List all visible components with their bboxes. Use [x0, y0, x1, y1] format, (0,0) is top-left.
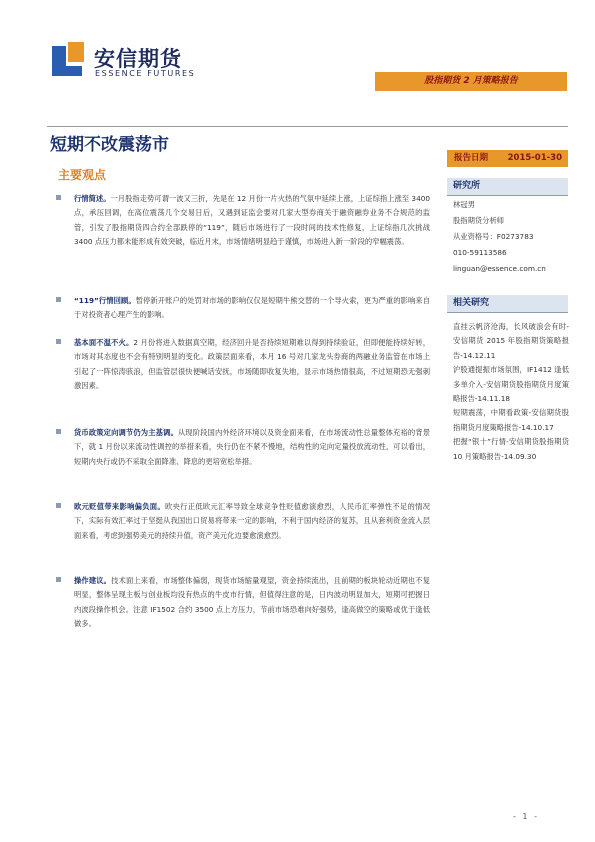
- bullet-icon: [56, 339, 61, 344]
- report-date-value: 2015-01-30: [507, 153, 562, 163]
- point-text: [74, 574, 430, 632]
- point-body: 一月股指走势可谓一波又三折，先是在 12 月份一片火热的气氛中延续上涨，上证综指上涨至 3400 点，承压回调，在高位震荡几个交易日后，又遇到证监会要对几家大型券商关于融资融券业务不合规范的监管，引发了股指期货四合约全部跌停的“119”，随后市场进行了一段时间的技术性修复，上证综指几次挑战 3400 点压力都未能形成有效突破，临近月末，市场情绪明显趋于谨慎，市场进入新一阶段的窄幅震荡。: [74, 194, 431, 247]
- page-number: - 1 -: [513, 812, 539, 821]
- point-text: [74, 192, 430, 250]
- related-item[interactable]: 直挂云帆济沧海，长风破浪会有时-安信期货 2015 年股指期货策略报告-14.12.11: [453, 322, 569, 360]
- point-lead: “119”行情回顾。: [74, 296, 136, 305]
- point-lead: 行情简述。: [74, 194, 111, 203]
- research-heading: 研究所: [453, 181, 481, 191]
- related-item[interactable]: 把握“银十”行情-安信期货股指期货 10 月策略报告-14.09.30: [453, 437, 569, 461]
- point-lead: 货币政策定向调节仍为主基调。: [74, 428, 178, 437]
- report-date-bar: [447, 150, 568, 167]
- brand-name-cn: 安信期货: [94, 47, 182, 71]
- point-text: [74, 500, 430, 543]
- point-body: 暂停新开账户的处罚对市场的影响仅仅是短期牛熊交替的一个导火索，更为严重的影响来自于对投资者心理产生的影响。: [74, 296, 430, 320]
- point-body: 从现阶段国内外经济环境以及资金面来看，在市场流动性总量整体充裕的背景下，就 1 月份以来流动性调控的举措来看，央行仍在不紧不慢地，结构性的定向定量投放流动性，可以看出，短期内央行或仍不采取全面降准、降息的更培宽松举措。: [74, 428, 431, 466]
- point-body: 欧央行正低欧元汇率导致全球竞争性贬值愈演愈烈，人民币汇率弹性不足的情况下，实际有效汇率过于坚挺从我国出口贸易将带来一定的影响，不利于国内经济的复苏，且从套利资金流入层面来看，考虑到强势美元的持续升值，资产美元化边要愈演愈烈。: [74, 502, 431, 540]
- brand-logo: [52, 40, 202, 82]
- point-lead: 欧元贬值带来影响偏负面。: [74, 502, 165, 511]
- logo-mark-icon: [52, 40, 86, 80]
- bullet-icon: [56, 577, 61, 582]
- related-item[interactable]: 短期震荡，中期看政策-安信期货股指期货月度策略报告-14.10.17: [453, 408, 569, 432]
- related-divider: [447, 312, 568, 313]
- analyst-name: 林冠男: [453, 200, 475, 209]
- point-body: 技术面上来看，市场整体偏弱，现货市场缩量观望，资金持续流出，且前期的板块轮动近期也不复明显，整体呈现主板与创业板均没有热点的牛皮市行情，但值得注意的是，日内波动明显加大，短期可把握日内波段操作机会。注意 IF1502 合约 3500 点上方压力，节前市场恐难向好强势，逢高做空的策略或优于逢低做多。: [74, 576, 431, 629]
- analyst-license: 从业资格号：F0273783: [453, 232, 534, 241]
- related-heading: 相关研究: [453, 298, 490, 308]
- brand-name-en: ESSENCE FUTURES: [95, 69, 196, 78]
- point-text: [74, 336, 430, 394]
- related-heading-bar: [447, 295, 568, 312]
- analyst-phone: 010-59113586: [453, 248, 507, 257]
- point-text: [74, 426, 430, 469]
- bullet-icon: [56, 297, 61, 302]
- page-title: 短期不改震荡市: [50, 135, 169, 155]
- related-item[interactable]: 沪股通提振市场氛围，IF1412 逢低多单介入-安信期货股指期货月度策略报告-14.11.18: [453, 365, 569, 404]
- title-divider: [47, 126, 568, 127]
- analyst-title: 股指期货分析师: [453, 216, 505, 225]
- point-body: 2 月份将进入数据真空期，经济回升是否持续短期难以得到持续验证，但即便能持续好转，市场对其态度也不会有特别明显的变化。政策层面来看，本月 16 号对几家龙头券商的两融业务监管在市场上引起了一阵惊涛骇浪，但监管层很快便喊话安抚，市场随即收复失地，显示市场热情很高，不过短期恐无强刺激因素。: [74, 338, 431, 391]
- analyst-email[interactable]: linguan@essence.com.cn: [453, 264, 546, 273]
- related-research-list: [453, 320, 569, 464]
- bullet-icon: [56, 503, 61, 508]
- section-heading-main-views: 主要观点: [58, 168, 107, 182]
- point-lead: 基本面不温不火。: [74, 338, 134, 347]
- report-date-label: 报告日期: [454, 153, 489, 163]
- research-heading-bar: [447, 178, 568, 195]
- bullet-icon: [56, 195, 61, 200]
- point-text: [74, 294, 430, 323]
- bullet-icon: [56, 429, 61, 434]
- point-lead: 操作建议。: [74, 576, 112, 585]
- report-type-tag: 股指期货 2 月策略报告: [375, 72, 567, 91]
- research-divider: [447, 195, 568, 196]
